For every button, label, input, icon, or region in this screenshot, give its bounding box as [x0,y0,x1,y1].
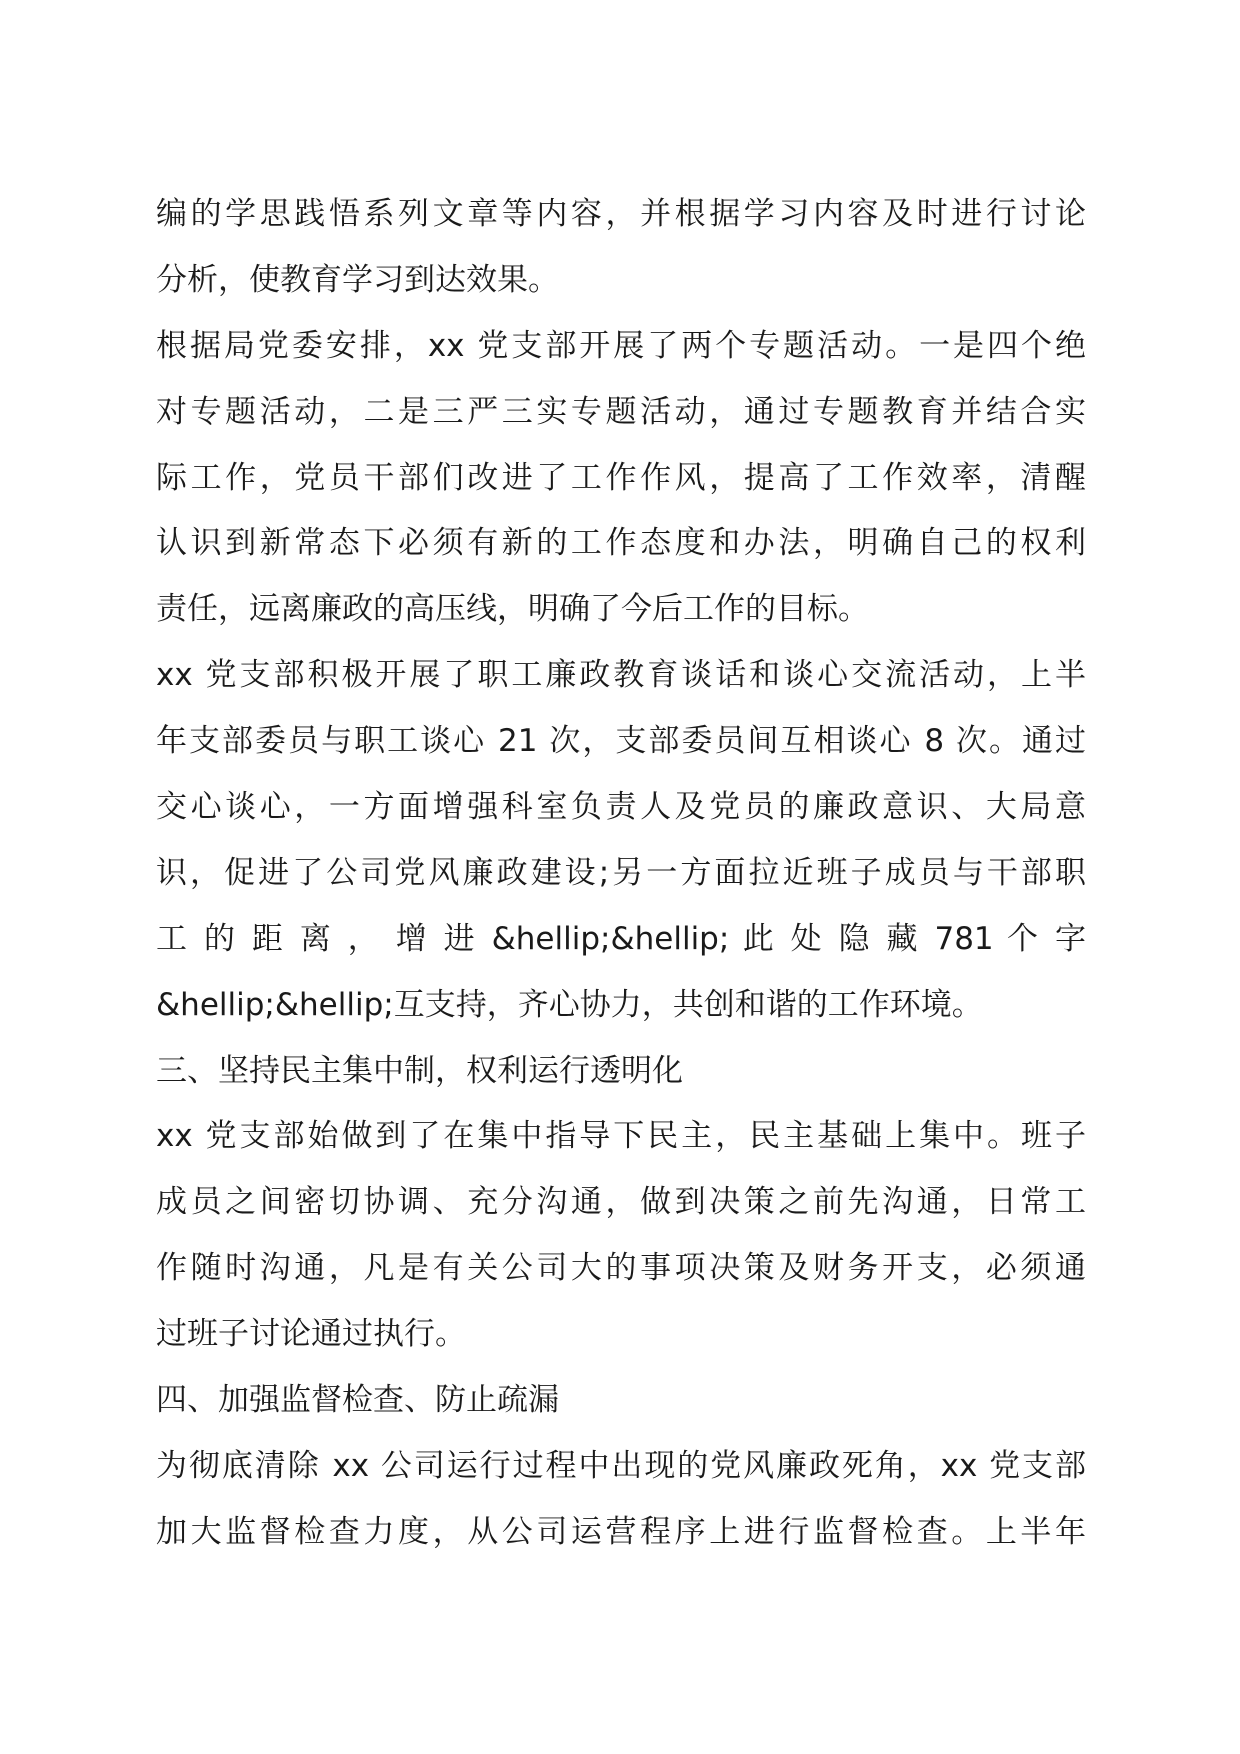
text-line: 识，促进了公司党风廉政建设;另一方面拉近班子成员与干部职 [156,854,1086,891]
text-line: &hellip;&hellip;互支持，齐心协力，共创和谐的工作环境。 [156,986,983,1023]
text-line: 责任，远离廉政的高压线，明确了今后工作的目标。 [156,591,869,628]
text-line: 为彻底清除 xx 公司运行过程中出现的党风廉政死角，xx 党支部 [156,1447,1086,1484]
text-line: 根据局党委安排，xx 党支部开展了两个专题活动。一是四个绝 [156,327,1086,364]
text-line: 认识到新常态下必须有新的工作态度和办法，明确自己的权利 [156,525,1086,562]
text-line: 交心谈心，一方面增强科室负责人及党员的廉政意识、大局意 [156,789,1086,826]
text-line: xx 党支部始做到了在集中指导下民主，民主基础上集中。班子 [156,1118,1086,1155]
text-line: 年支部委员与职工谈心 21 次，支部委员间互相谈心 8 次。通过 [156,723,1086,760]
text-line: 编的学思践悟系列文章等内容，并根据学习内容及时进行讨论 [156,196,1086,232]
text-line: 际工作，党员干部们改进了工作作风，提高了工作效率，清醒 [156,459,1086,496]
text-line: 工 的 距 离 ， 增 进 &hellip;&hellip; 此 处 隐 藏 781 个 字 [156,920,1086,957]
text-line: 过班子讨论通过执行。 [156,1316,466,1353]
section-heading: 三、坚持民主集中制，权利运行透明化 [156,1052,683,1089]
text-line: 加大监督检查力度，从公司运营程序上进行监督检查。上半年 [156,1513,1086,1550]
body-text [156,182,1086,1566]
text-line: 对专题活动，二是三严三实专题活动，通过专题教育并结合实 [156,393,1086,430]
text-line: 分析，使教育学习到达效果。 [156,261,559,298]
section-heading: 四、加强监督检查、防止疏漏 [156,1382,559,1419]
text-line: 作随时沟通，凡是有关公司大的事项决策及财务开支，必须通 [156,1250,1086,1287]
text-line: xx 党支部积极开展了职工廉政教育谈话和谈心交流活动，上半 [156,657,1086,694]
text-line: 成员之间密切协调、充分沟通，做到决策之前先沟通，日常工 [156,1184,1086,1221]
